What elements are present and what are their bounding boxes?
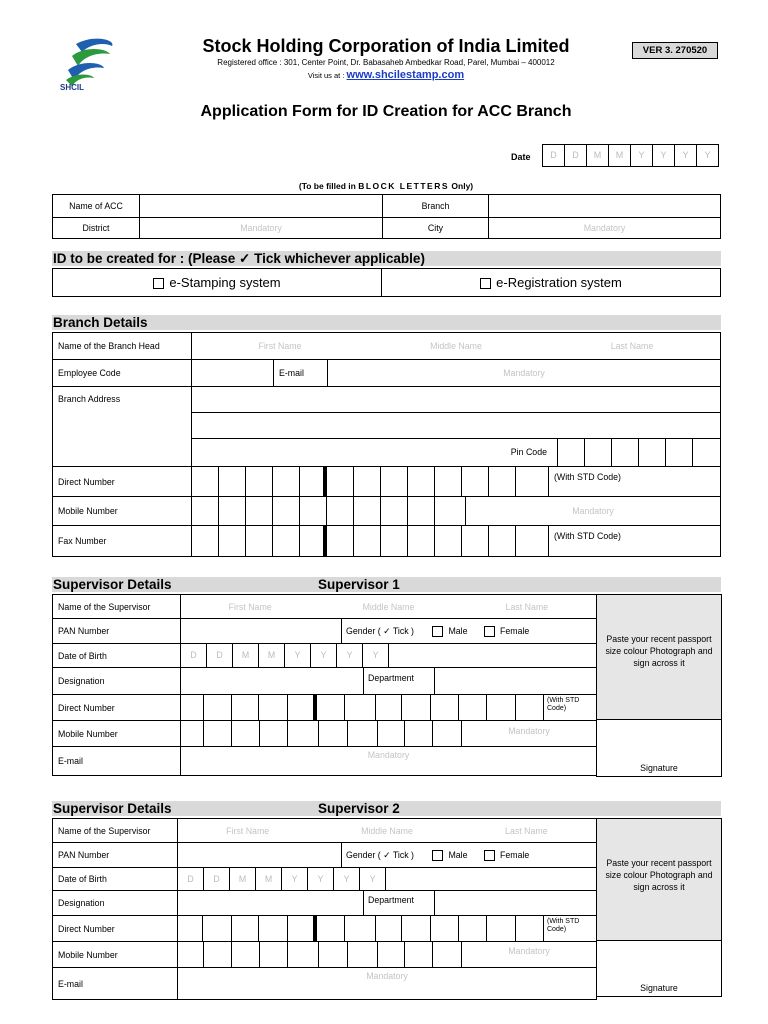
date-box[interactable]: D [565, 145, 587, 166]
pin-code-label: Pin Code [510, 447, 547, 457]
address-line-2[interactable] [192, 413, 721, 439]
supervisor-name-label: Name of the Supervisor [53, 819, 178, 843]
version-badge: VER 3. 270520 [632, 42, 718, 59]
employee-code-input[interactable] [192, 360, 274, 387]
supervisor2-table [52, 818, 597, 1000]
std-note: (With STD Code) [543, 695, 596, 720]
checkbox-icon[interactable] [153, 278, 164, 289]
district-input[interactable]: Mandatory [140, 218, 383, 239]
branch-head-input[interactable]: First Name Middle Name Last Name [192, 333, 721, 360]
registered-office: Registered office : 301, Center Point, Dr. Babasaheb Ambedkar Road, Parel, Mumbai – 400012 [217, 58, 555, 67]
direct-number-label: Direct Number [53, 916, 178, 942]
pan-input[interactable] [181, 619, 342, 643]
department-input[interactable] [435, 668, 596, 694]
branch-address-label: Branch Address [53, 387, 192, 467]
signature-box[interactable]: Signature [596, 940, 722, 997]
checkbox-icon[interactable] [480, 278, 491, 289]
name-of-acc-input[interactable] [140, 195, 383, 218]
date-box[interactable]: D [543, 145, 565, 166]
fax-number-boxes[interactable] [192, 526, 548, 556]
photo-box[interactable]: Paste your recent passport size colour Photograph and sign across it [596, 594, 722, 720]
std-note: (With STD Code) [548, 467, 720, 496]
checkbox-icon[interactable] [432, 626, 443, 637]
employee-code-label: Employee Code [53, 360, 192, 387]
branch-details-title: Branch Details [52, 315, 721, 330]
district-label: District [53, 218, 140, 239]
dob-boxes[interactable]: D D M M Y Y Y Y [181, 644, 596, 667]
pan-label: PAN Number [53, 843, 178, 868]
date-boxes[interactable] [542, 144, 719, 167]
supervisor2-section-title: Supervisor Details Supervisor 2 [52, 801, 721, 816]
direct-number-boxes[interactable] [178, 916, 543, 941]
photo-box[interactable]: Paste your recent passport size colour Photograph and sign across it [596, 818, 722, 941]
mobile-number-label: Mobile Number [53, 497, 192, 526]
dob-label: Date of Birth [53, 644, 181, 668]
name-of-acc-label: Name of ACC [53, 195, 140, 218]
email-input[interactable]: Mandatory [328, 360, 721, 387]
date-box[interactable]: Y [653, 145, 675, 166]
std-note: (With STD Code) [543, 916, 596, 941]
std-note: (With STD Code) [548, 526, 720, 556]
fax-number-label: Fax Number [53, 526, 192, 557]
email-label: E-mail [53, 747, 181, 776]
id-section-title: ID to be created for : (Please ✓ Tick whichever applicable) [52, 251, 721, 266]
mobile-number-label: Mobile Number [53, 721, 181, 747]
email-input[interactable]: Mandatory [178, 968, 597, 1000]
mobile-mandatory: Mandatory [461, 721, 596, 746]
checkbox-icon[interactable] [484, 850, 495, 861]
date-box[interactable]: M [587, 145, 609, 166]
direct-number-label: Direct Number [53, 695, 181, 721]
shcil-logo [54, 36, 124, 92]
department-label: Department [364, 891, 435, 915]
direct-number-boxes[interactable] [192, 467, 548, 496]
branch-input[interactable] [489, 195, 721, 218]
direct-number-boxes[interactable] [181, 695, 543, 720]
city-input[interactable]: Mandatory [489, 218, 721, 239]
pan-label: PAN Number [53, 619, 181, 644]
designation-label: Designation [53, 668, 181, 695]
branch-details-table [52, 332, 721, 557]
department-label: Department [364, 668, 435, 694]
supervisor1-table [52, 594, 597, 776]
id-options-table [52, 268, 721, 297]
designation-label: Designation [53, 891, 178, 916]
gender-field: Gender ( ✓ Tick ) Male Female [346, 626, 530, 636]
mobile-number-boxes[interactable] [192, 497, 465, 525]
email-label: E-mail [53, 968, 178, 1000]
website-link[interactable]: www.shcilestamp.com [346, 69, 465, 81]
branch-head-label: Name of the Branch Head [53, 333, 192, 360]
direct-number-label: Direct Number [53, 467, 192, 497]
mobile-mandatory: Mandatory [461, 942, 596, 967]
address-line-1[interactable] [192, 387, 721, 413]
form-title: Application Form for ID Creation for ACC Branch [200, 103, 572, 120]
supervisor-name-label: Name of the Supervisor [53, 595, 181, 619]
pan-input[interactable] [178, 843, 342, 867]
city-label: City [383, 218, 489, 239]
branch-label: Branch [383, 195, 489, 218]
date-box[interactable]: M [609, 145, 631, 166]
company-name: Stock Holding Corporation of India Limited [202, 36, 570, 56]
checkbox-icon[interactable] [432, 850, 443, 861]
svg-text:SHCIL: SHCIL [60, 83, 84, 92]
date-box[interactable]: Y [704, 150, 711, 160]
supervisor1-section-title: Supervisor Details Supervisor 1 [52, 577, 721, 592]
date-box[interactable]: Y [675, 145, 697, 166]
designation-input[interactable] [178, 891, 364, 915]
date-label: Date [511, 152, 531, 162]
dob-boxes[interactable]: D D M M Y Y Y Y [178, 868, 596, 890]
supervisor-name-input[interactable]: First Name Middle Name Last Name [181, 595, 597, 619]
checkbox-icon[interactable] [484, 626, 495, 637]
signature-box[interactable]: Signature [596, 719, 722, 777]
designation-input[interactable] [181, 668, 364, 694]
gender-field: Gender ( ✓ Tick ) Male Female [346, 850, 530, 860]
visit-line [180, 69, 592, 81]
email-label: E-mail [274, 360, 328, 387]
department-input[interactable] [435, 891, 596, 915]
visit-prefix: Visit us at : [307, 71, 345, 80]
dob-label: Date of Birth [53, 868, 178, 891]
option-eregistration[interactable]: e-Registration system [382, 269, 721, 297]
mobile-number-boxes[interactable] [178, 942, 461, 967]
email-input[interactable]: Mandatory [181, 747, 597, 776]
mobile-number-boxes[interactable] [181, 721, 461, 746]
date-box[interactable]: Y [631, 145, 653, 166]
mobile-number-label: Mobile Number [53, 942, 178, 968]
pin-code-boxes[interactable] [557, 439, 720, 466]
supervisor-name-input[interactable]: First Name Middle Name Last Name [178, 819, 597, 843]
acc-table [52, 194, 721, 239]
option-estamping[interactable]: e-Stamping system [53, 269, 382, 297]
mobile-mandatory: Mandatory [465, 497, 720, 525]
block-letters-note: (To be filled in BLOCK LETTERS Only) [298, 181, 474, 191]
